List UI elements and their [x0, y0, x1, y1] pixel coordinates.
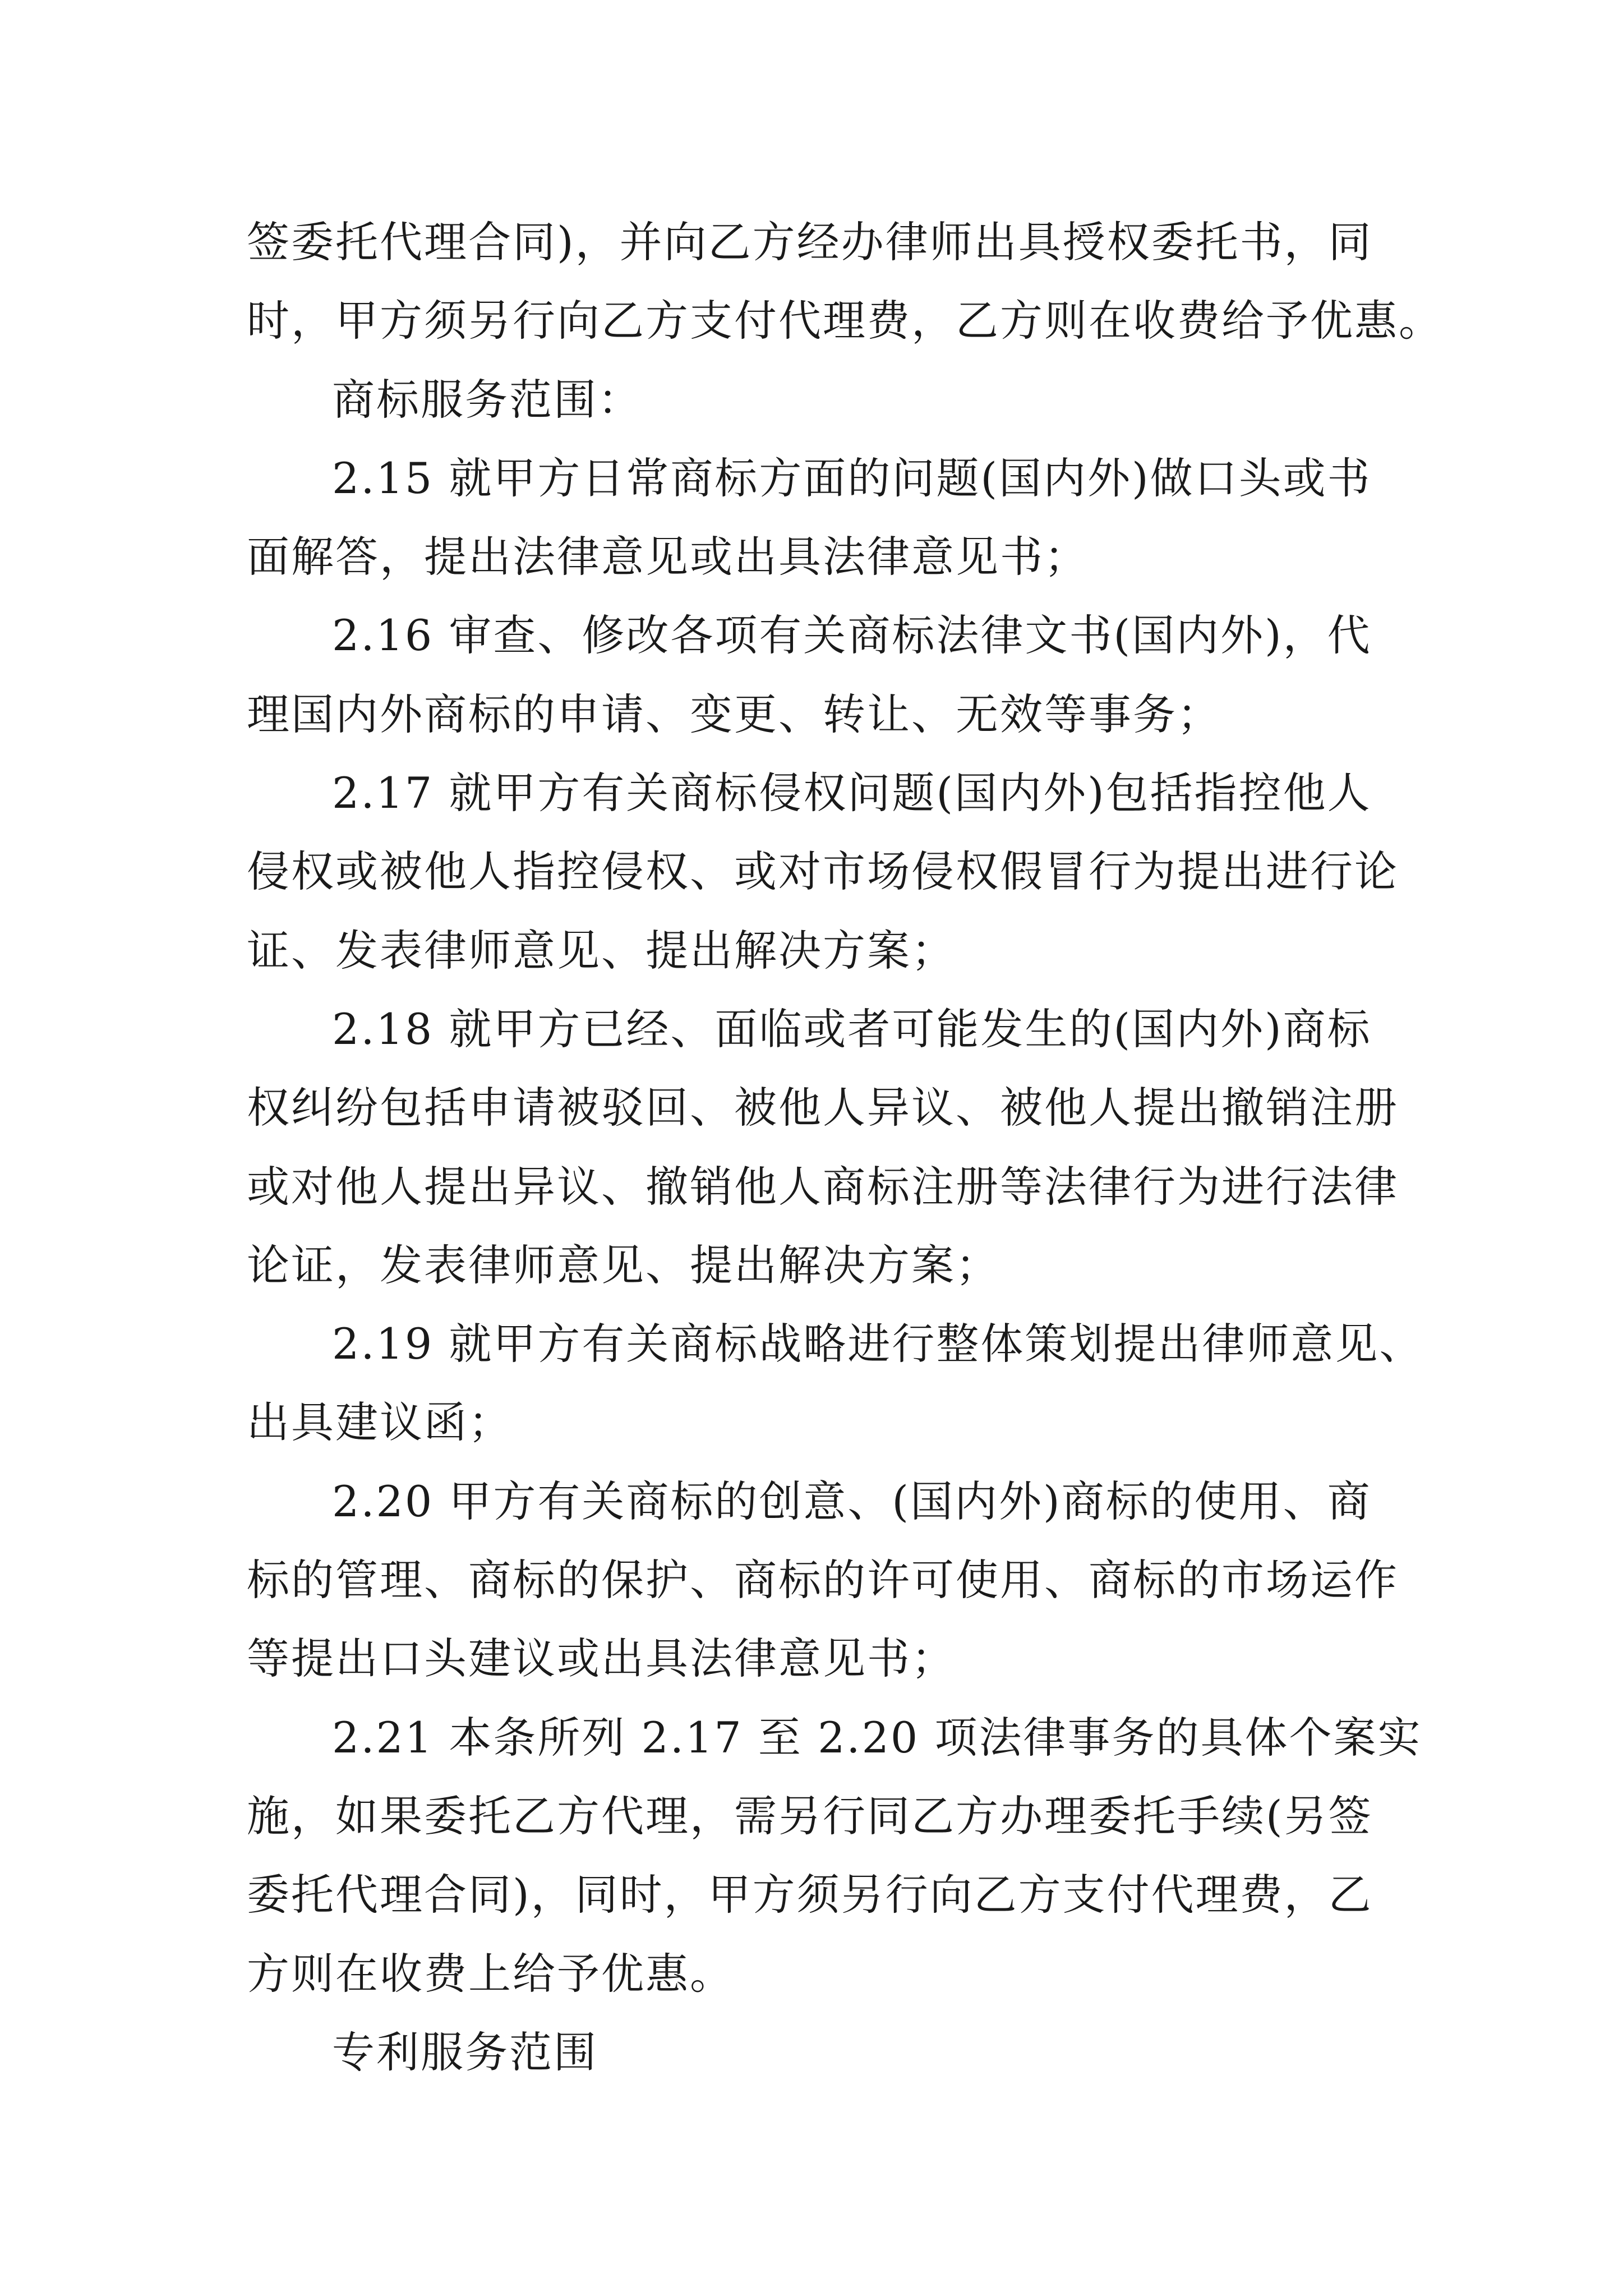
text-line: 专利服务范围 — [332, 2027, 598, 2077]
text-line: 2.17 就甲方有关商标侵权问题(国内外)包括指控他人 — [332, 768, 1372, 818]
text-line: 论证，发表律师意见、提出解决方案； — [247, 1240, 1000, 1290]
text-line: 2.21 本条所列 2.17 至 2.20 项法律事务的具体个案实 — [332, 1712, 1422, 1763]
text-line: 2.15 就甲方日常商标方面的问题(国内外)做口头或书 — [332, 453, 1372, 503]
text-line: 证、发表律师意见、提出解决方案； — [247, 925, 956, 976]
text-line: 方则在收费上给予优惠。 — [247, 1948, 734, 1999]
text-line: 2.16 审查、修改各项有关商标法律文书(国内外)，代 — [332, 610, 1372, 661]
text-line: 施，如果委托乙方代理，需另行同乙方办理委托手续(另签 — [247, 1791, 1373, 1841]
text-line: 侵权或被他人指控侵权、或对市场侵权假冒行为提出进行论 — [247, 846, 1399, 897]
document-body — [247, 203, 1443, 2092]
text-line: 或对他人提出异议、撤销他人商标注册等法律行为进行法律 — [247, 1161, 1399, 1212]
text-line: 2.19 就甲方有关商标战略进行整体策划提出律师意见、 — [332, 1319, 1424, 1369]
text-line: 标的管理、商标的保护、商标的许可使用、商标的市场运作 — [247, 1555, 1399, 1605]
text-line: 商标服务范围： — [332, 374, 642, 425]
text-line: 2.18 就甲方已经、面临或者可能发生的(国内外)商标 — [332, 1004, 1372, 1054]
text-line: 委托代理合同)，同时，甲方须另行向乙方支付代理费，乙 — [247, 1870, 1373, 1920]
text-line: 时，甲方须另行向乙方支付代理费，乙方则在收费给予优惠。 — [247, 296, 1443, 346]
text-line: 理国内外商标的申请、变更、转让、无效等事务； — [247, 689, 1221, 739]
text-line: 签委托代理合同)，并向乙方经办律师出具授权委托书，同 — [247, 217, 1373, 267]
text-line: 出具建议函； — [247, 1397, 513, 1448]
text-line: 等提出口头建议或出具法律意见书； — [247, 1634, 956, 1684]
text-line: 2.20 甲方有关商标的创意、(国内外)商标的使用、商 — [332, 1476, 1372, 1526]
text-line: 权纠纷包括申请被驳回、被他人异议、被他人提出撤销注册 — [247, 1083, 1399, 1133]
text-line: 面解答，提出法律意见或出具法律意见书； — [247, 532, 1089, 582]
